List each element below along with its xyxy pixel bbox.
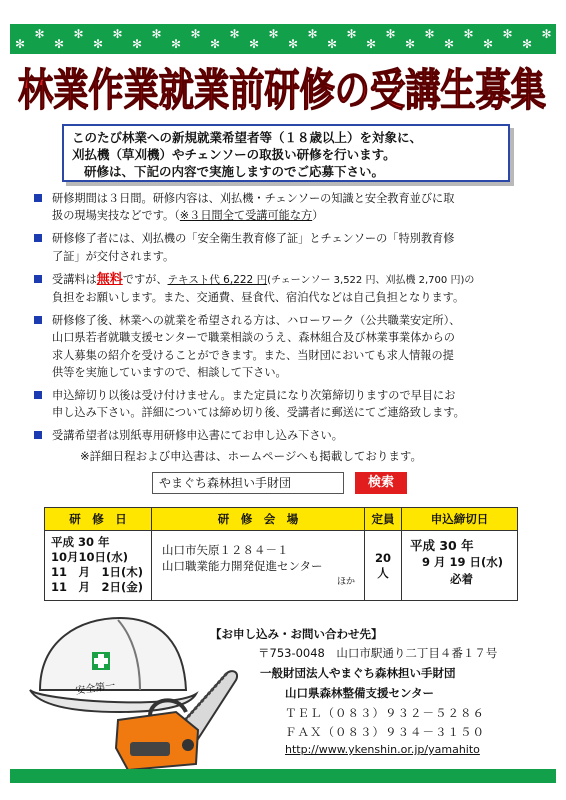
dates-cell: 平成 30 年 10月10日(水) 11 月 1日(木) 11 月 2日(金) bbox=[45, 531, 152, 601]
search-input[interactable]: やまぐち森林担い手財団 bbox=[152, 472, 344, 494]
homepage-note: ※詳細日程および申込書は、ホームページへも掲載しております。 bbox=[80, 449, 422, 463]
snowflake-icon: ✻ bbox=[307, 27, 318, 41]
helmet-icon bbox=[30, 618, 196, 712]
contact-heading: 【お申し込み・お問い合わせ先】 bbox=[210, 627, 383, 641]
snowflake-icon: ✻ bbox=[209, 37, 221, 51]
snowflake-icon: ✻ bbox=[365, 37, 377, 51]
snowflake-icon: ✻ bbox=[502, 27, 513, 41]
snowflake-icon: ✻ bbox=[229, 27, 240, 41]
snowflake-icon: ✻ bbox=[521, 37, 533, 51]
snowflake-icon: ✻ bbox=[443, 37, 455, 51]
snowflake-icon: ✻ bbox=[131, 37, 143, 51]
snowflake-icon: ✻ bbox=[424, 27, 435, 41]
venue-cell: 山口市矢原１２８４－１ 山口職業能力開発促進センター ほか bbox=[152, 531, 365, 601]
snowflake-icon: ✻ bbox=[14, 37, 26, 51]
snowflake-icon: ✻ bbox=[463, 27, 474, 41]
list-item: 受講料は無料ですが、テキスト代 6,222 円(チェーンソー 3,522 円、刈払機 2,700 円)の 負担をお願いします。また、交通費、昼食代、宿泊代などは自己負担となります。 bbox=[34, 271, 534, 306]
free-label: 無料 bbox=[96, 271, 123, 287]
snowflake-icon: ✻ bbox=[326, 37, 338, 51]
search-button[interactable]: 検索 bbox=[355, 472, 407, 494]
tel-number: ＴＥＬ（０８３）９３２－５２８６ bbox=[285, 706, 485, 720]
snowflake-icon: ✻ bbox=[34, 27, 45, 41]
list-item: 研修修了者には、刈払機の「安全衛生教育修了証」とチェンソーの「特別教育修 了証」が交付されます。 bbox=[34, 230, 534, 264]
svg-text:林業作業就業前研修の受講生募集: 林業作業就業前研修の受講生募集 bbox=[18, 65, 546, 116]
capacity-cell: 20 人 bbox=[365, 531, 402, 601]
snowflake-icon: ✻ bbox=[190, 27, 201, 41]
list-item: 研修期間は３日間。研修内容は、刈払機・チェンソーの知識と安全教育並びに取 扱の現場実技などです。（※３日間全て受講可能な方） bbox=[34, 190, 534, 224]
snowflake-icon: ✻ bbox=[151, 27, 162, 41]
website-link[interactable]: http://www.ykenshin.or.jp/yamahito bbox=[285, 743, 480, 756]
intro-line-1: このたび林業への新規就業希望者等（１８歳以上）を対象に、 bbox=[72, 130, 423, 145]
list-item: 受講希望者は別紙専用研修申込書にてお申し込み下さい。 bbox=[34, 427, 534, 444]
fax-number: ＦＡＸ（０８３）９３４－３１５０ bbox=[285, 725, 485, 739]
organization-center: 山口県森林整備支援センター bbox=[285, 686, 435, 700]
snowflake-icon: ✻ bbox=[404, 37, 416, 51]
svg-text:安全第一: 安全第一 bbox=[74, 680, 117, 697]
intro-line-3: 研修は、下記の内容で実施しますのでご応募下さい。 bbox=[84, 164, 385, 179]
snowflake-icon: ✻ bbox=[92, 37, 104, 51]
intro-line-2: 刈払機（草刈機）やチェンソーの取扱い研修を行います。 bbox=[72, 147, 396, 162]
list-item: 研修修了後、林業への就業を希望される方は、ハローワーク（公共職業安定所）、 山口県若者就職支援センターで職業相談のうえ、森林組合及び林業事業体からの 求人募集の紹介を受けることができます。また、当財団においても求人情報の提 供等を実施していますので、相談して下さい。 bbox=[34, 312, 534, 381]
snowflake-icon: ✻ bbox=[73, 27, 84, 41]
bottom-decoration-band bbox=[10, 769, 556, 783]
snowflake-icon: ✻ bbox=[170, 37, 182, 51]
table-header-row: 研 修 日 研 修 会 場 定員 申込締切日 bbox=[45, 508, 518, 531]
snowflake-icon: ✻ bbox=[268, 27, 279, 41]
deadline-cell: 平成 30 年 9 月 19 日(水) 必着 bbox=[402, 531, 518, 601]
snowflake-icon: ✻ bbox=[346, 27, 357, 41]
snowflake-icon: ✻ bbox=[248, 37, 260, 51]
snowflake-icon: ✻ bbox=[53, 37, 65, 51]
snowflake-icon: ✻ bbox=[482, 37, 494, 51]
snowflake-icon: ✻ bbox=[287, 37, 299, 51]
postal-address: 〒753-0048 山口市駅通り二丁目４番１７号 bbox=[258, 646, 498, 660]
organization-name: 一般財団法人やまぐち森林担い手財団 bbox=[260, 666, 456, 680]
snowflake-icon: ✻ bbox=[385, 27, 396, 41]
snowflake-icon: ✻ bbox=[541, 27, 552, 41]
snowflake-icon: ✻ bbox=[112, 27, 123, 41]
list-item: 申込締切り以後は受け付けません。また定員になり次第締切りますので早目にお 申し込み下さい。詳細については締め切り後、受講者に郵送にてご連絡致します。 bbox=[34, 387, 534, 421]
